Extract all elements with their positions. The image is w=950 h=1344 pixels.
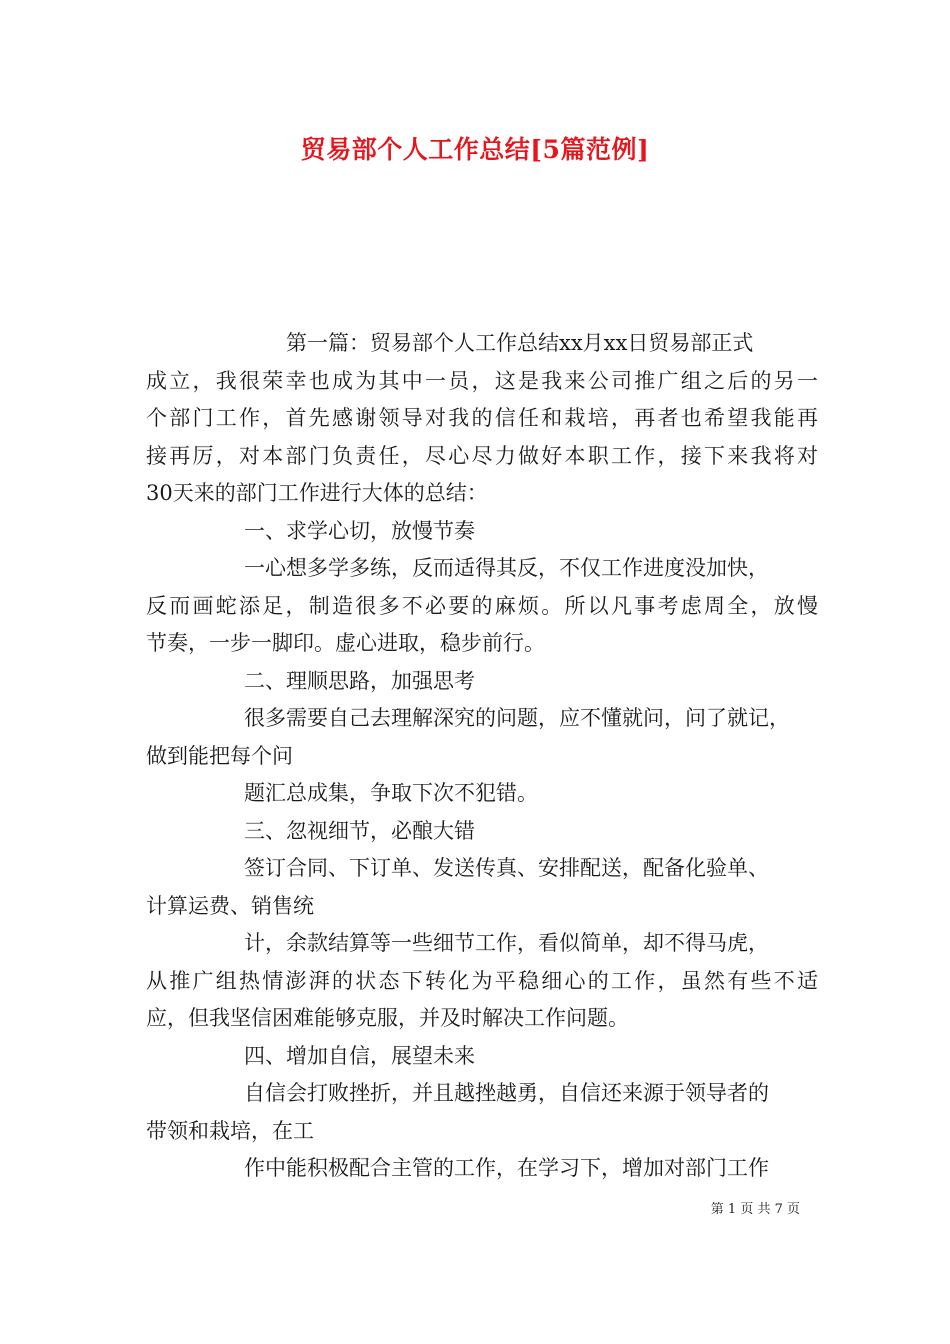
paragraph-line: 第一篇：贸易部个人工作总结xx月xx日贸易部正式 — [286, 331, 754, 355]
paragraph-line: 接再厉，对本部门负责任，尽心尽力做好本职工作，接下来我将对 — [146, 443, 818, 468]
section-heading: 一、求学心切，放慢节奏 — [244, 518, 475, 543]
paragraph-line: 节奏，一步一脚印。虚心进取，稳步前行。 — [146, 631, 545, 655]
section-heading: 三、忽视细节，必酿大错 — [244, 818, 475, 843]
paragraph-line: 个部门工作，首先感谢领导对我的信任和栽培，再者也希望我能再 — [146, 406, 818, 430]
paragraph-line: 带领和栽培，在工 — [146, 1118, 314, 1143]
section-heading: 二、理顺思路，加强思考 — [244, 668, 475, 693]
page-number-footer: 第 1 页 共 7 页 — [710, 1202, 800, 1217]
document-title: 贸易部个人工作总结[5篇范例] — [300, 135, 650, 164]
paragraph-line: 计，余款结算等一些细节工作，看似简单，却不得马虎， — [244, 931, 769, 955]
paragraph-line: 做到能把每个问 — [146, 743, 293, 768]
paragraph-line: 从推广组热情澎湃的状态下转化为平稳细心的工作，虽然有些不适 — [146, 968, 818, 993]
paragraph-line: 作中能积极配合主管的工作，在学习下，增加对部门工作 — [244, 1156, 769, 1180]
paragraph-line: 很多需要自己去理解深究的问题，应不懂就问，问了就记， — [244, 706, 790, 730]
paragraph-line: 反而画蛇添足，制造很多不必要的麻烦。所以凡事考虑周全，放慢 — [146, 593, 818, 618]
paragraph-line: 一心想多学多练，反而适得其反，不仅工作进度没加快， — [244, 556, 769, 580]
paragraph-line: 计算运费、销售统 — [146, 893, 314, 918]
paragraph-line: 应，但我坚信困难能够克服，并及时解决工作问题。 — [146, 1006, 629, 1030]
paragraph-line: 题汇总成集，争取下次不犯错。 — [244, 781, 538, 805]
paragraph-line: 自信会打败挫折，并且越挫越勇，自信还来源于领导者的 — [244, 1081, 769, 1105]
paragraph-line: 签订合同、下订单、发送传真、安排配送，配备化验单、 — [244, 856, 769, 880]
paragraph-line: 30天来的部门工作进行大体的总结： — [146, 481, 488, 505]
document-body — [146, 325, 818, 1188]
paragraph-line: 成立，我很荣幸也成为其中一员，这是我来公司推广组之后的另一 — [146, 368, 818, 393]
section-heading: 四、增加自信，展望未来 — [244, 1043, 475, 1068]
